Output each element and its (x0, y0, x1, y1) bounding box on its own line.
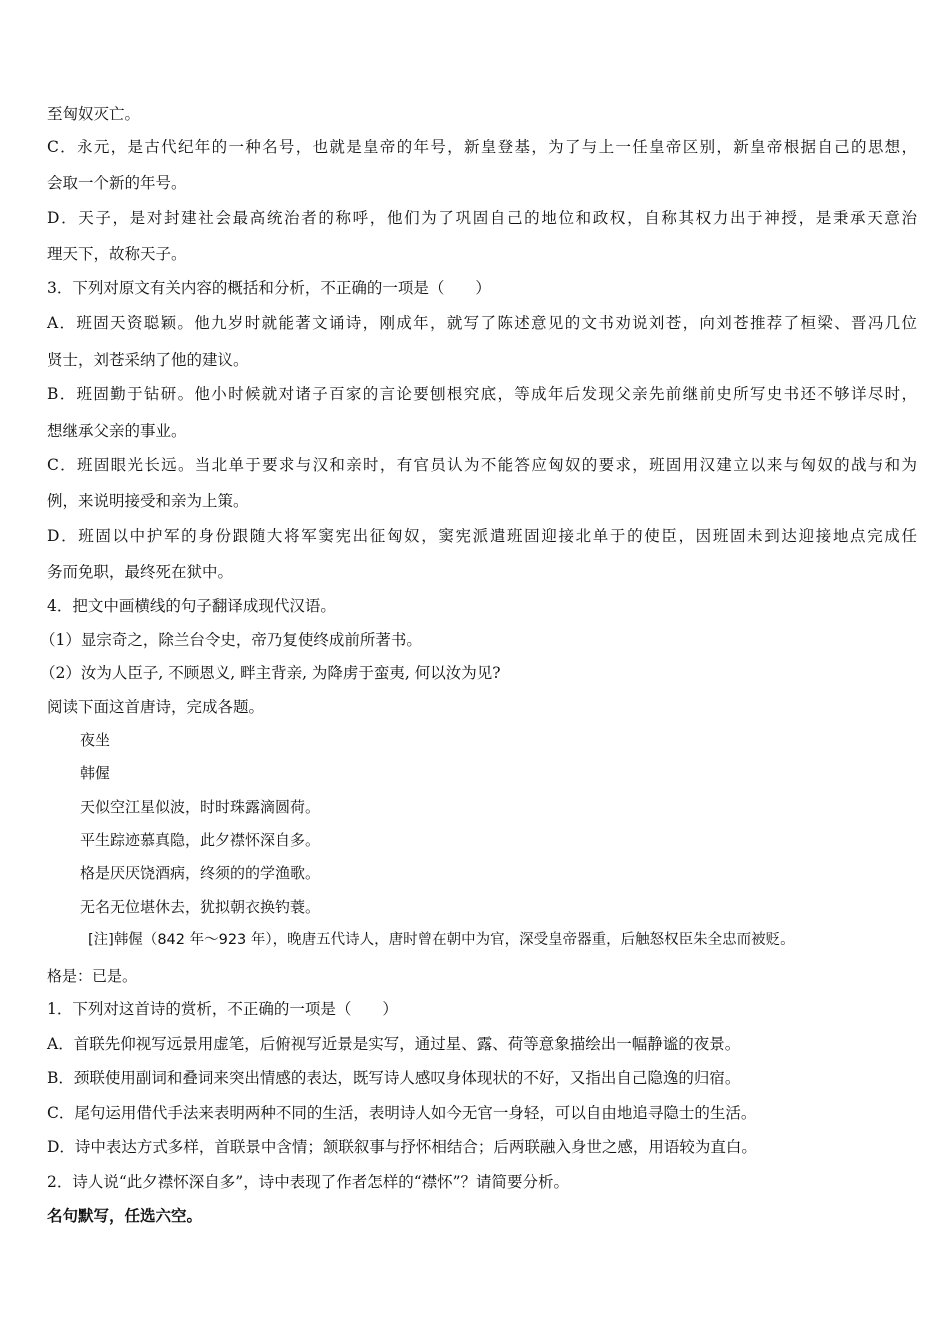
q2-option-d-line2: 理天下，故称天子。 (47, 245, 187, 263)
poem-note: [注]韩偓（842 年～923 年），晚唐五代诗人，唐时曾在朝中为官，深受皇帝器重，后触怒权臣朱全忠而被贬。 (88, 932, 795, 948)
poem-line-3: 格是厌厌饶酒病，终须的的学渔歌。 (80, 864, 321, 882)
poem-line-1: 天似空江星似波，时时珠露滴圆荷。 (80, 798, 321, 816)
q2-option-c-line2: 会取一个新的年号。 (47, 174, 187, 192)
poem-q1-option-d: D．诗中表达方式多样，首联景中含情；颔联叙事与抒怀相结合；后两联融入身世之感，用语较为直白。 (47, 1138, 757, 1156)
q3-option-a-line2: 贤士，刘苍采纳了他的建议。 (47, 351, 249, 369)
q2-option-c-line1: C．永元，是古代纪年的一种名号，也就是皇帝的年号，新皇登基，为了与上一任皇帝区别，新皇帝根据自己的思想， (47, 138, 917, 156)
poem-q1-stem: 1．下列对这首诗的赏析，不正确的一项是（ ） (47, 1000, 398, 1018)
poem-title: 夜坐 (80, 731, 111, 749)
passage-end: 至匈奴灭亡。 (47, 105, 141, 123)
q4-item-1: （1）显宗奇之，除兰台令史，帝乃复使终成前所著书。 (40, 631, 422, 649)
q4-item-2: （2）汝为人臣子, 不顾恩义, 畔主背亲, 为降虏于蛮夷, 何以汝为见? (40, 664, 501, 682)
poem-q1-option-b: B．颈联使用副词和叠词来突出情感的表达，既写诗人感叹身体现状的不好，又指出自己隐逸的归宿。 (47, 1069, 741, 1087)
poem-note-2: 格是：已是。 (47, 967, 138, 985)
poem-q2: 2．诗人说“此夕襟怀深自多”，诗中表现了作者怎样的“襟怀”？请简要分析。 (47, 1173, 570, 1191)
q4-stem: 4．把文中画横线的句子翻译成现代汉语。 (47, 597, 336, 615)
q3-option-c-line1: C．班固眼光长远。当北单于要求与汉和亲时，有官员认为不能答应匈奴的要求，班固用汉建立以来与匈奴的战与和为 (47, 456, 917, 474)
poem-author: 韩偓 (80, 764, 111, 782)
q3-option-b-line1: B．班固勤于钻研。他小时候就对诸子百家的言论要刨根究底，等成年后发现父亲先前继前史所写史书还不够详尽时， (47, 385, 917, 403)
section-heading: 名句默写，任选六空。 (47, 1207, 203, 1225)
poem-intro: 阅读下面这首唐诗，完成各题。 (47, 698, 265, 716)
q3-option-d-line2: 务而免职，最终死在狱中。 (47, 563, 234, 581)
q3-stem: 3．下列对原文有关内容的概括和分析，不正确的一项是（ ） (47, 279, 491, 297)
poem-q1-option-a: A．首联先仰视写远景用虚笔，后俯视写近景是实写，通过星、露、荷等意象描绘出一幅静谧的夜景。 (47, 1035, 741, 1053)
poem-line-4: 无名无位堪休去，犹拟朝衣换钓蓑。 (80, 898, 321, 916)
q3-option-d-line1: D．班固以中护军的身份跟随大将军窦宪出征匈奴，窦宪派遣班固迎接北单于的使臣，因班固未到达迎接地点完成任 (47, 527, 917, 545)
q2-option-d-line1: D．天子，是对封建社会最高统治者的称呼，他们为了巩固自己的地位和政权，自称其权力出于神授，是秉承天意治 (47, 209, 917, 227)
poem-q1-option-c: C．尾句运用借代手法来表明两种不同的生活，表明诗人如今无官一身轻，可以自由地追寻隐士的生活。 (47, 1104, 757, 1122)
poem-line-2: 平生踪迹慕真隐，此夕襟怀深自多。 (80, 831, 321, 849)
q3-option-a-line1: A．班固天资聪颖。他九岁时就能著文诵诗，刚成年，就写了陈述意见的文书劝说刘苍，向刘苍推荐了桓梁、晋冯几位 (47, 314, 917, 332)
q3-option-b-line2: 想继承父亲的事业。 (47, 422, 187, 440)
q3-option-c-line2: 例，来说明接受和亲为上策。 (47, 492, 249, 510)
